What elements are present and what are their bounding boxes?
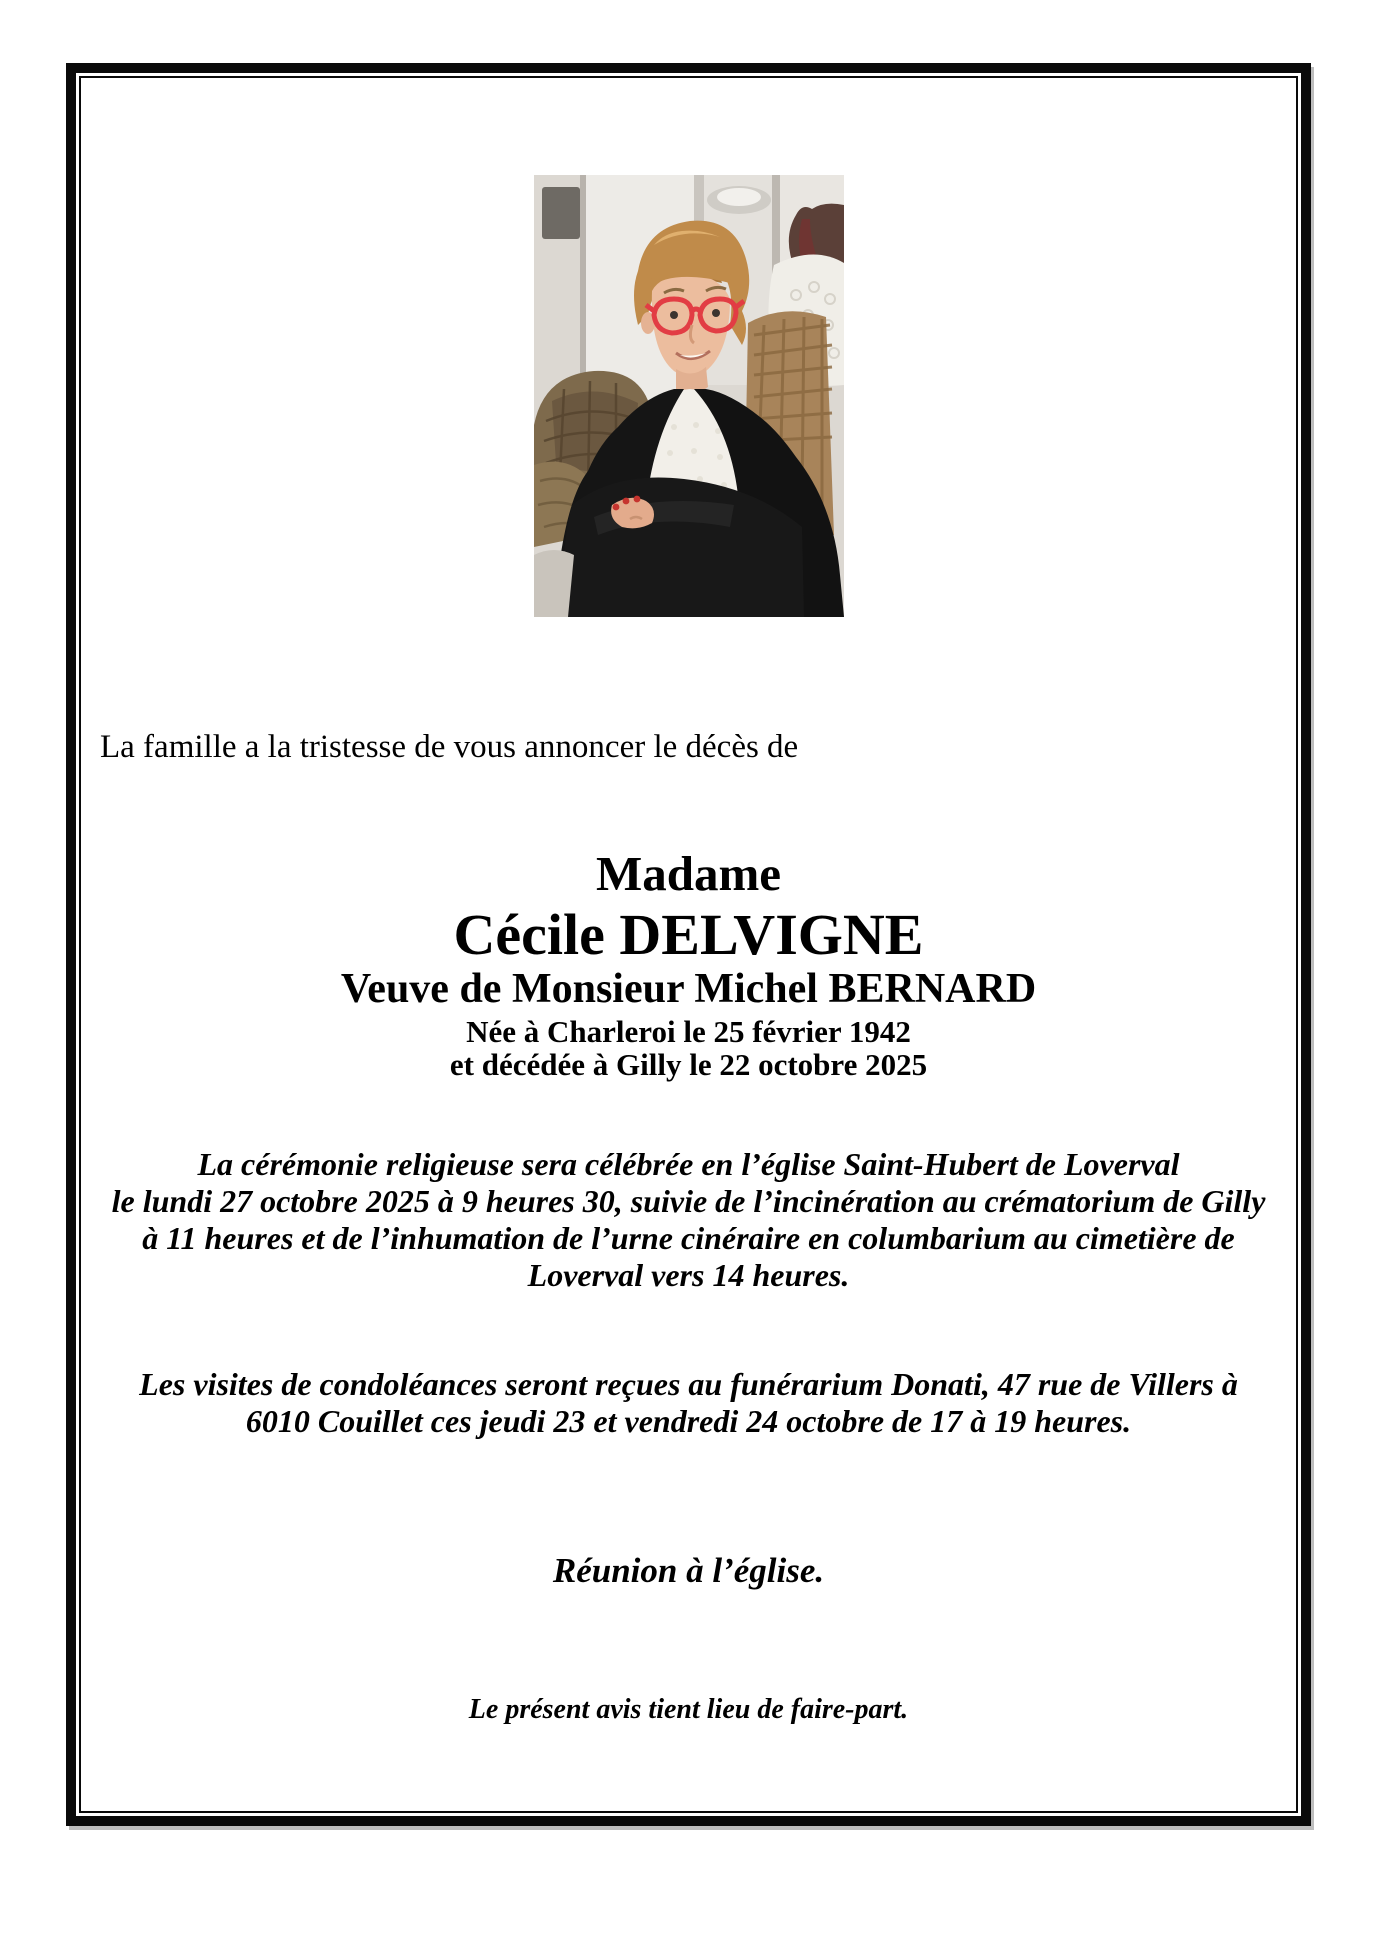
- condolences-line: 6010 Couillet ces jeudi 23 et vendredi 24 octobre de 17 à 19 heures.: [245, 1403, 1132, 1439]
- ceremony-line: La cérémonie religieuse sera célébrée en l’église Saint-Hubert de Loverval: [197, 1146, 1180, 1182]
- meeting-line: Réunion à l’église.: [552, 1551, 825, 1590]
- condolences-paragraph: [66, 1366, 1311, 1440]
- faire-part-notice: Le présent avis tient lieu de faire-part.: [468, 1694, 909, 1725]
- ceremony-paragraph: [66, 1146, 1311, 1294]
- intro-text: La famille a la tristesse de vous annoncer le décès de: [100, 729, 799, 765]
- ceremony-line: à 11 heures et de l’inhumation de l’urne cinéraire en columbarium au cimetière de: [142, 1220, 1235, 1256]
- portrait-photo-illustration: [534, 175, 844, 617]
- widow-line: Veuve de Monsieur Michel BERNARD: [340, 966, 1037, 1012]
- honorific-title: Madame: [595, 846, 782, 901]
- deceased-name: Cécile DELVIGNE: [453, 902, 924, 967]
- ceremony-line: le lundi 27 octobre 2025 à 9 heures 30, suivie de l’incinération au crématorium de Gilly: [111, 1183, 1266, 1219]
- portrait-photo: [534, 175, 844, 617]
- death-line: et décédée à Gilly le 22 octobre 2025: [449, 1047, 928, 1082]
- ceremony-line: Loverval vers 14 heures.: [527, 1257, 850, 1293]
- condolences-line: Les visites de condoléances seront reçues au funérarium Donati, 47 rue de Villers à: [139, 1366, 1238, 1402]
- birth-line: Née à Charleroi le 25 février 1942: [466, 1014, 911, 1049]
